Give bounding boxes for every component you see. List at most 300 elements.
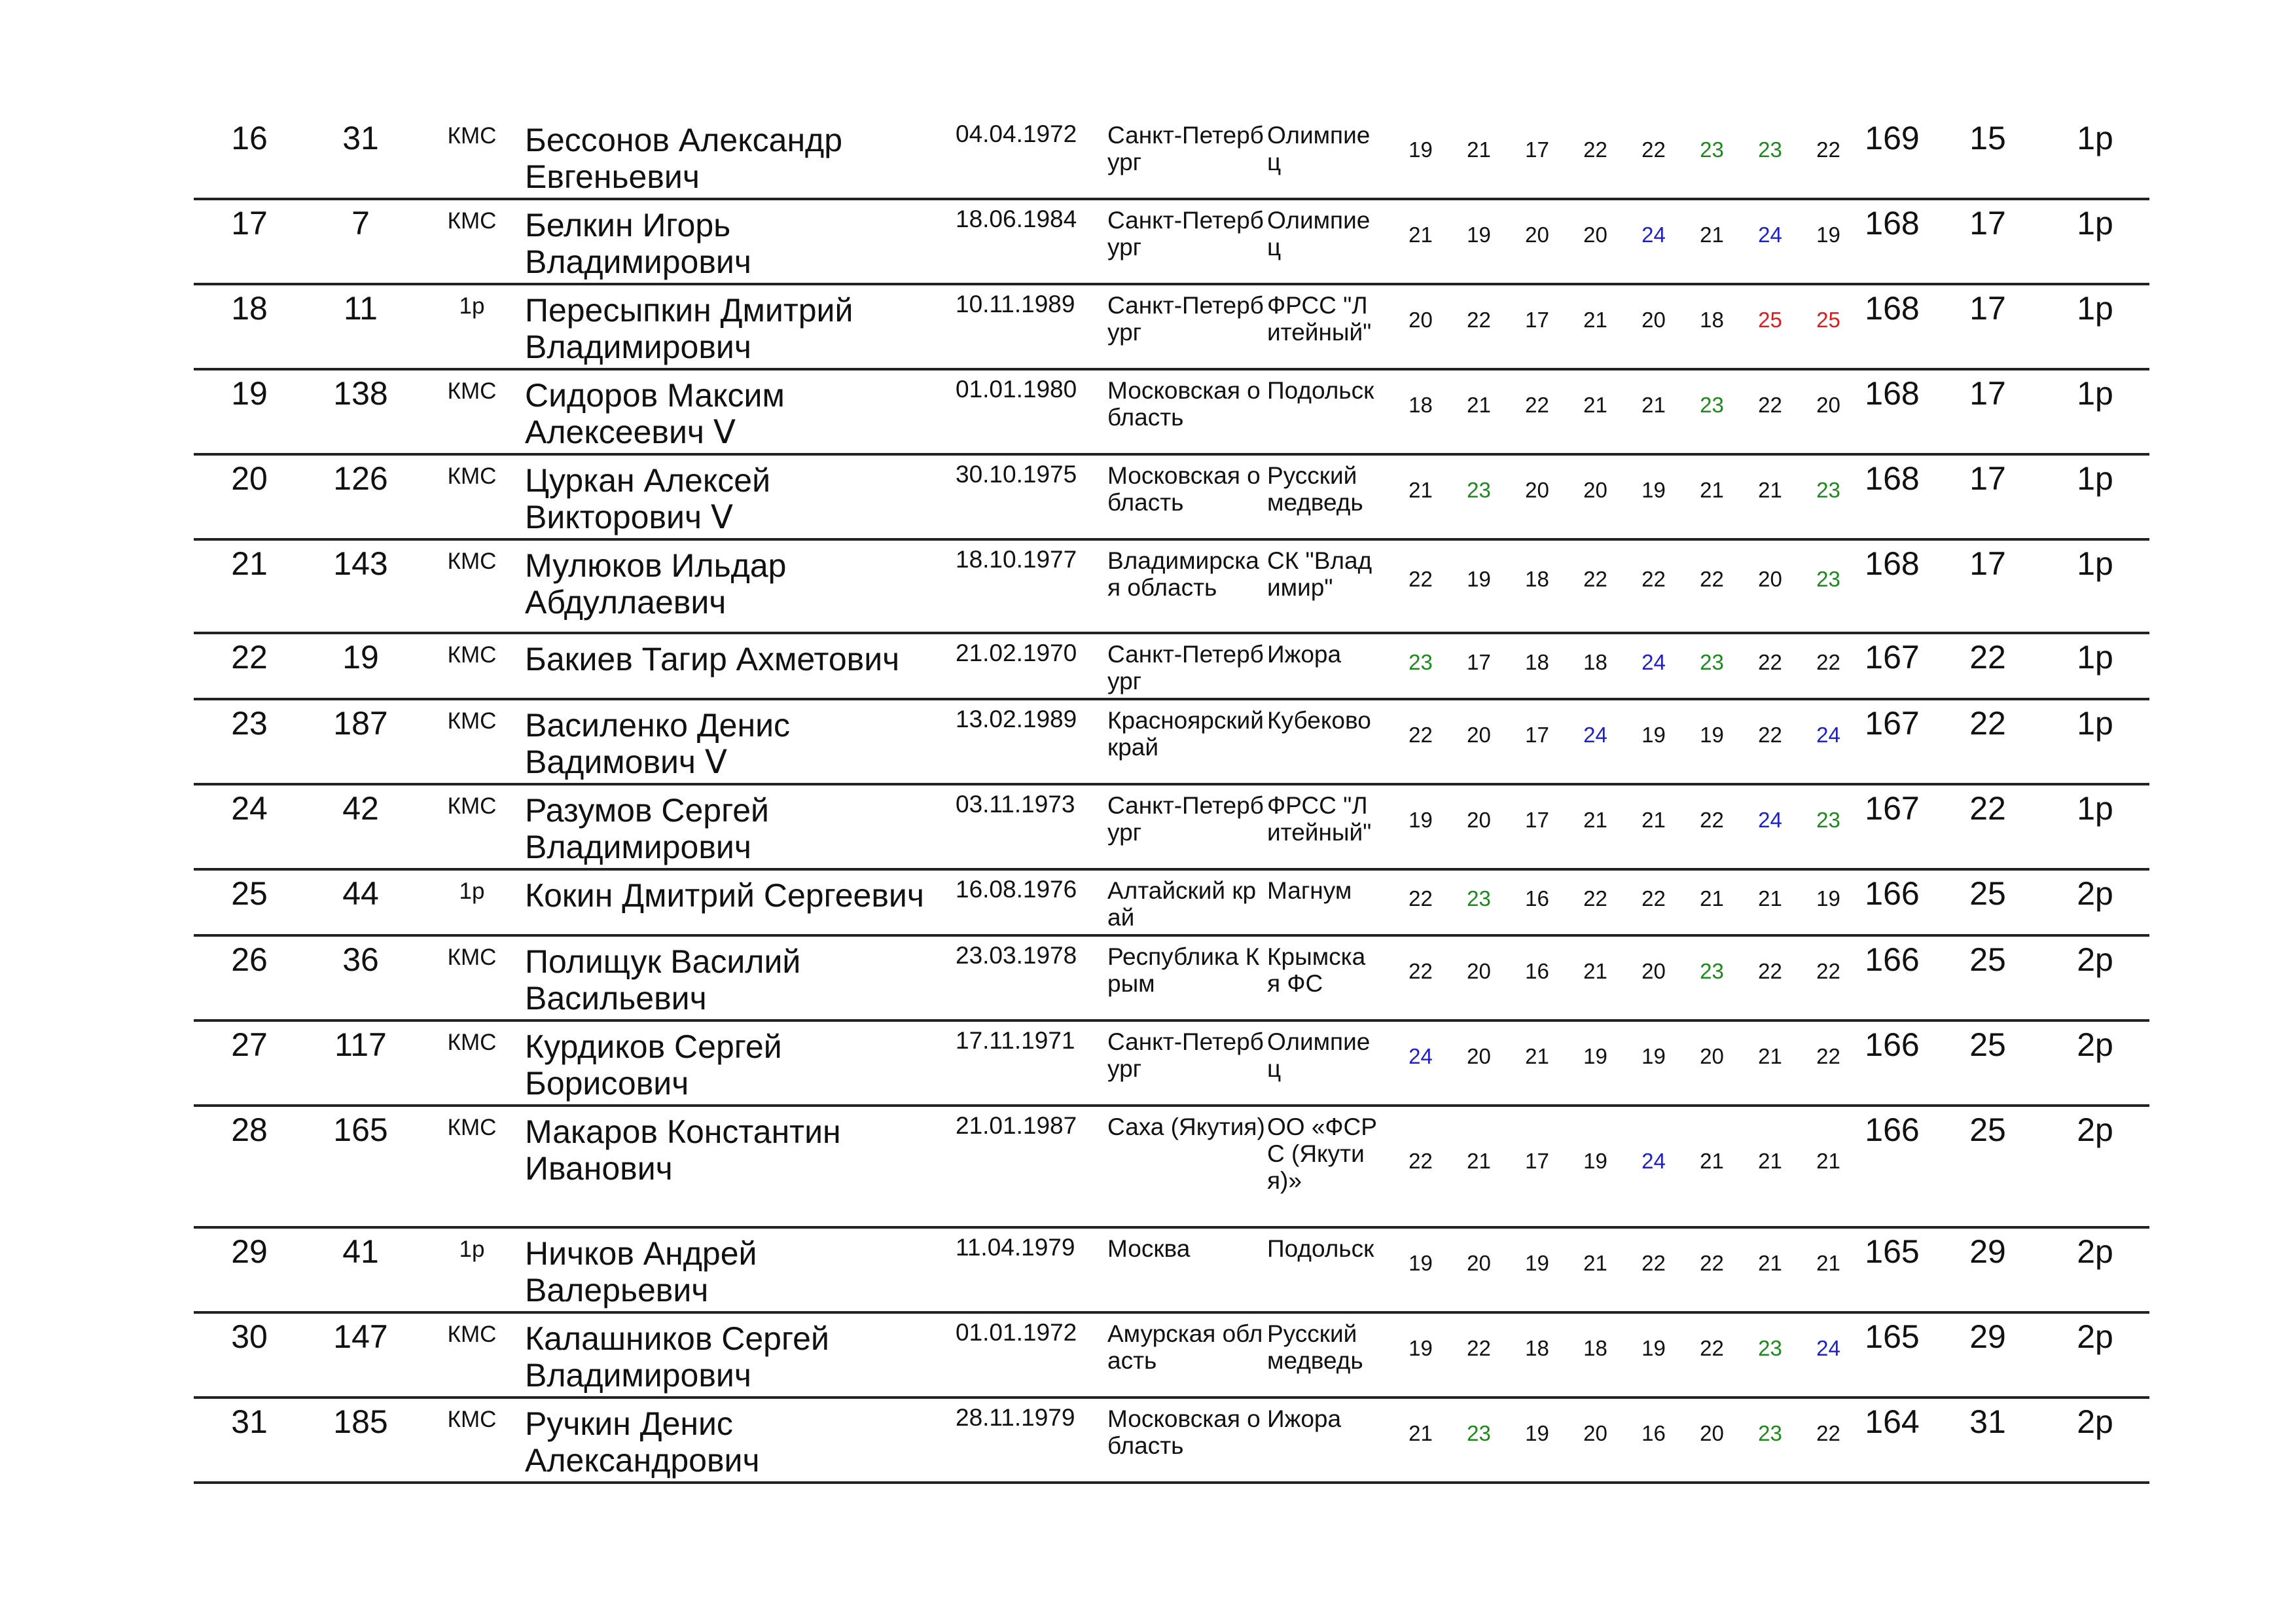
series-score-8: 22	[1816, 1421, 1840, 1445]
athlete-name-cell: Василенко Денис Вадимович ᐯ	[525, 707, 791, 780]
series-scores	[1391, 224, 1869, 245]
table-row	[194, 541, 2149, 634]
region-cell: Республика Крым	[1107, 943, 1260, 997]
series-score-1: 22	[1408, 1149, 1433, 1173]
series-score-4: 22	[1583, 886, 1607, 911]
qualification-cell: 2р	[2077, 1026, 2113, 1063]
athlete-name-cell: Мулюков Ильдар Абдуллаевич	[525, 547, 787, 621]
table-row	[194, 1229, 2149, 1314]
series-score-8: 21	[1816, 1251, 1840, 1275]
table-row	[194, 115, 2149, 200]
series-score-8: 23	[1816, 567, 1840, 591]
region-cell: Санкт-Петербург	[1107, 641, 1264, 695]
series-score-5: 19	[1641, 1336, 1666, 1360]
birth-date-cell: 17.11.1971	[956, 1027, 1075, 1054]
series-score-7: 22	[1758, 650, 1782, 674]
series-score-5: 22	[1641, 567, 1666, 591]
series-score-3: 19	[1525, 1421, 1549, 1445]
results-table	[194, 115, 2149, 1484]
total-score-cell: 167	[1865, 639, 1920, 676]
series-score-4: 19	[1583, 1044, 1607, 1068]
series-score-8: 22	[1816, 1044, 1840, 1068]
birth-date-cell: 30.10.1975	[956, 461, 1077, 488]
club-cell: Русский медведь	[1267, 462, 1363, 516]
series-score-1: 19	[1408, 1336, 1433, 1360]
series-score-3: 20	[1525, 478, 1549, 502]
series-score-7: 23	[1758, 1336, 1782, 1360]
qualification-cell: 1р	[2077, 460, 2113, 497]
place-cell: 19	[231, 375, 268, 412]
series-score-1: 21	[1408, 478, 1433, 502]
series-score-7: 21	[1758, 886, 1782, 911]
series-score-6: 23	[1700, 393, 1724, 417]
qualification-cell: 2р	[2077, 1318, 2113, 1355]
series-scores	[1391, 479, 1869, 501]
athlete-name-cell: Ручкин Денис Александрович	[525, 1405, 760, 1479]
region-cell: Амурская область	[1107, 1320, 1263, 1374]
series-score-3: 17	[1525, 308, 1549, 332]
series-score-4: 19	[1583, 1149, 1607, 1173]
series-score-2: 20	[1467, 808, 1491, 832]
series-score-6: 21	[1700, 223, 1724, 247]
series-score-1: 20	[1408, 308, 1433, 332]
series-score-5: 22	[1641, 1251, 1666, 1275]
qualification-cell: 2р	[2077, 1111, 2113, 1148]
series-score-5: 24	[1641, 650, 1666, 674]
club-cell: Подольск	[1267, 377, 1374, 404]
series-score-4: 20	[1583, 223, 1607, 247]
birth-date-cell: 18.10.1977	[956, 546, 1077, 573]
athlete-name-cell: Бессонов Александр Евгеньевич	[525, 122, 843, 195]
series-score-1: 19	[1408, 1251, 1433, 1275]
club-cell: ОО «ФСРС (Якутия)»	[1267, 1113, 1377, 1194]
series-score-7: 22	[1758, 393, 1782, 417]
series-score-5: 21	[1641, 393, 1666, 417]
points-cell: 17	[1969, 545, 2006, 582]
series-score-7: 20	[1758, 567, 1782, 591]
series-score-8: 19	[1816, 223, 1840, 247]
bib-number-cell: 19	[342, 639, 379, 676]
club-cell: Олимпиец	[1267, 1028, 1371, 1082]
series-score-3: 17	[1525, 1149, 1549, 1173]
qualification-cell: 2р	[2077, 941, 2113, 978]
table-row	[194, 871, 2149, 937]
place-cell: 26	[231, 941, 268, 978]
series-score-4: 21	[1583, 1251, 1607, 1275]
table-row	[194, 1107, 2149, 1229]
sport-rank-cell: КМС	[447, 708, 497, 734]
series-score-1: 19	[1408, 808, 1433, 832]
birth-date-cell: 01.01.1980	[956, 376, 1077, 403]
series-score-1: 24	[1408, 1044, 1433, 1068]
series-score-1: 22	[1408, 959, 1433, 983]
series-scores	[1391, 568, 1869, 590]
birth-date-cell: 21.02.1970	[956, 640, 1077, 666]
series-score-6: 21	[1700, 886, 1724, 911]
series-scores	[1391, 139, 1869, 160]
series-score-6: 18	[1700, 308, 1724, 332]
total-score-cell: 168	[1865, 290, 1920, 327]
birth-date-cell: 28.11.1979	[956, 1404, 1075, 1431]
club-cell: Олимпиец	[1267, 207, 1371, 261]
table-row	[194, 785, 2149, 871]
series-score-6: 23	[1700, 650, 1724, 674]
series-score-4: 24	[1583, 723, 1607, 747]
bib-number-cell: 36	[342, 941, 379, 978]
qualification-cell: 1р	[2077, 705, 2113, 742]
qualification-cell: 1р	[2077, 290, 2113, 327]
series-score-3: 17	[1525, 723, 1549, 747]
total-score-cell: 168	[1865, 545, 1920, 582]
series-score-2: 23	[1467, 886, 1491, 911]
series-score-1: 21	[1408, 1421, 1433, 1445]
table-row	[194, 1314, 2149, 1399]
club-cell: Олимпиец	[1267, 122, 1371, 175]
series-score-3: 21	[1525, 1044, 1549, 1068]
sport-rank-cell: КМС	[447, 463, 497, 489]
series-scores	[1391, 394, 1869, 416]
region-cell: Санкт-Петербург	[1107, 292, 1264, 346]
birth-date-cell: 03.11.1973	[956, 791, 1075, 818]
sport-rank-cell: 1р	[459, 1236, 485, 1262]
table-row	[194, 1399, 2149, 1484]
place-cell: 29	[231, 1233, 268, 1270]
series-scores	[1391, 1150, 1869, 1172]
birth-date-cell: 21.01.1987	[956, 1112, 1077, 1139]
series-score-8: 24	[1816, 723, 1840, 747]
place-cell: 27	[231, 1026, 268, 1063]
series-score-4: 21	[1583, 308, 1607, 332]
series-score-7: 21	[1758, 478, 1782, 502]
series-score-5: 19	[1641, 1044, 1666, 1068]
athlete-name-cell: Бакиев Тагир Ахметович	[525, 641, 900, 677]
series-score-6: 22	[1700, 808, 1724, 832]
points-cell: 22	[1969, 639, 2006, 676]
series-score-5: 20	[1641, 959, 1666, 983]
region-cell: Москва	[1107, 1235, 1191, 1262]
place-cell: 20	[231, 460, 268, 497]
series-score-6: 22	[1700, 1336, 1724, 1360]
points-cell: 17	[1969, 205, 2006, 242]
sport-rank-cell: КМС	[447, 208, 497, 234]
series-score-8: 21	[1816, 1149, 1840, 1173]
series-scores	[1391, 888, 1869, 909]
points-cell: 17	[1969, 375, 2006, 412]
points-cell: 17	[1969, 460, 2006, 497]
club-cell: ФРСС "Литейный"	[1267, 792, 1372, 846]
total-score-cell: 168	[1865, 375, 1920, 412]
series-score-5: 19	[1641, 723, 1666, 747]
bib-number-cell: 185	[333, 1403, 388, 1440]
place-cell: 16	[231, 120, 268, 156]
region-cell: Московская область	[1107, 1405, 1261, 1459]
points-cell: 15	[1969, 120, 2006, 156]
points-cell: 25	[1969, 875, 2006, 912]
place-cell: 18	[231, 290, 268, 327]
region-cell: Санкт-Петербург	[1107, 1028, 1264, 1082]
sport-rank-cell: КМС	[447, 123, 497, 149]
points-cell: 22	[1969, 790, 2006, 827]
place-cell: 21	[231, 545, 268, 582]
series-score-5: 20	[1641, 308, 1666, 332]
series-score-4: 21	[1583, 959, 1607, 983]
sport-rank-cell: КМС	[447, 1407, 497, 1432]
series-score-2: 21	[1467, 1149, 1491, 1173]
athlete-name-cell: Калашников Сергей Владимирович	[525, 1320, 829, 1394]
series-score-5: 21	[1641, 808, 1666, 832]
athlete-name-cell: Ничков Андрей Валерьевич	[525, 1235, 757, 1308]
points-cell: 25	[1969, 1026, 2006, 1063]
total-score-cell: 166	[1865, 1026, 1920, 1063]
series-scores	[1391, 651, 1869, 673]
series-score-4: 20	[1583, 478, 1607, 502]
sport-rank-cell: КМС	[447, 793, 497, 819]
sport-rank-cell: КМС	[447, 378, 497, 404]
sport-rank-cell: КМС	[447, 945, 497, 970]
series-score-2: 22	[1467, 308, 1491, 332]
bib-number-cell: 11	[344, 290, 378, 327]
birth-date-cell: 13.02.1989	[956, 706, 1077, 732]
series-score-8: 24	[1816, 1336, 1840, 1360]
series-score-3: 16	[1525, 959, 1549, 983]
region-cell: Владимирская область	[1107, 547, 1259, 601]
region-cell: Московская область	[1107, 462, 1261, 516]
bib-number-cell: 143	[333, 545, 388, 582]
place-cell: 25	[231, 875, 268, 912]
club-cell: Ижора	[1267, 641, 1342, 668]
series-score-2: 21	[1467, 137, 1491, 162]
series-scores	[1391, 309, 1869, 331]
series-score-2: 20	[1467, 959, 1491, 983]
place-cell: 17	[231, 205, 268, 242]
club-cell: Подольск	[1267, 1235, 1374, 1262]
series-score-2: 21	[1467, 393, 1491, 417]
points-cell: 25	[1969, 941, 2006, 978]
series-score-8: 22	[1816, 650, 1840, 674]
series-score-4: 18	[1583, 650, 1607, 674]
sport-rank-cell: КМС	[447, 642, 497, 668]
series-score-6: 20	[1700, 1421, 1724, 1445]
series-score-5: 22	[1641, 137, 1666, 162]
points-cell: 25	[1969, 1111, 2006, 1148]
series-score-2: 19	[1467, 223, 1491, 247]
athlete-name-cell: Курдиков Сергей Борисович	[525, 1028, 782, 1102]
bib-number-cell: 138	[333, 375, 388, 412]
series-score-6: 20	[1700, 1044, 1724, 1068]
region-cell: Санкт-Петербург	[1107, 122, 1264, 175]
athlete-name-cell: Пересыпкин Дмитрий Владимирович	[525, 292, 853, 365]
series-score-8: 22	[1816, 137, 1840, 162]
series-score-7: 25	[1758, 308, 1782, 332]
series-score-4: 21	[1583, 393, 1607, 417]
series-score-3: 18	[1525, 1336, 1549, 1360]
series-score-1: 21	[1408, 223, 1433, 247]
place-cell: 28	[231, 1111, 268, 1148]
qualification-cell: 1р	[2077, 120, 2113, 156]
place-cell: 31	[231, 1403, 268, 1440]
birth-date-cell: 01.01.1972	[956, 1319, 1077, 1346]
series-score-6: 19	[1700, 723, 1724, 747]
total-score-cell: 164	[1865, 1403, 1920, 1440]
table-row	[194, 370, 2149, 456]
total-score-cell: 165	[1865, 1233, 1920, 1270]
bib-number-cell: 187	[333, 705, 388, 742]
bib-number-cell: 31	[342, 120, 379, 156]
series-score-8: 23	[1816, 808, 1840, 832]
total-score-cell: 166	[1865, 1111, 1920, 1148]
table-row	[194, 937, 2149, 1022]
place-cell: 30	[231, 1318, 268, 1355]
series-score-1: 22	[1408, 723, 1433, 747]
series-score-1: 18	[1408, 393, 1433, 417]
sport-rank-cell: КМС	[447, 1030, 497, 1055]
series-score-1: 23	[1408, 650, 1433, 674]
series-scores	[1391, 809, 1869, 831]
place-cell: 23	[231, 705, 268, 742]
series-score-4: 21	[1583, 808, 1607, 832]
series-score-6: 22	[1700, 567, 1724, 591]
club-cell: Русский медведь	[1267, 1320, 1363, 1374]
table-row	[194, 700, 2149, 785]
region-cell: Алтайский край	[1107, 877, 1257, 931]
series-scores	[1391, 1422, 1869, 1444]
total-score-cell: 166	[1865, 941, 1920, 978]
sport-rank-cell: КМС	[447, 1322, 497, 1347]
qualification-cell: 1р	[2077, 205, 2113, 242]
series-score-7: 21	[1758, 1044, 1782, 1068]
series-score-2: 23	[1467, 1421, 1491, 1445]
series-score-7: 24	[1758, 808, 1782, 832]
series-score-8: 20	[1816, 393, 1840, 417]
sport-rank-cell: 1р	[459, 293, 485, 319]
series-score-6: 22	[1700, 1251, 1724, 1275]
bib-number-cell: 44	[342, 875, 379, 912]
qualification-cell: 1р	[2077, 790, 2113, 827]
series-scores	[1391, 1252, 1869, 1274]
series-score-6: 21	[1700, 1149, 1724, 1173]
birth-date-cell: 10.11.1989	[956, 291, 1075, 317]
series-scores	[1391, 1045, 1869, 1067]
series-scores	[1391, 960, 1869, 982]
series-score-5: 24	[1641, 223, 1666, 247]
athlete-name-cell: Разумов Сергей Владимирович	[525, 792, 769, 865]
series-score-5: 19	[1641, 478, 1666, 502]
series-score-2: 19	[1467, 567, 1491, 591]
series-score-8: 22	[1816, 959, 1840, 983]
series-score-4: 18	[1583, 1336, 1607, 1360]
athlete-name-cell: Белкин Игорь Владимирович	[525, 207, 751, 280]
table-row	[194, 285, 2149, 370]
series-score-2: 17	[1467, 650, 1491, 674]
series-score-1: 22	[1408, 886, 1433, 911]
athlete-name-cell: Полищук Василий Васильевич	[525, 943, 801, 1017]
region-cell: Красноярский край	[1107, 707, 1264, 761]
series-scores	[1391, 724, 1869, 746]
sport-rank-cell: КМС	[447, 549, 497, 574]
club-cell: Крымская ФС	[1267, 943, 1366, 997]
series-score-2: 23	[1467, 478, 1491, 502]
series-score-7: 22	[1758, 723, 1782, 747]
series-scores	[1391, 1337, 1869, 1359]
series-score-6: 21	[1700, 478, 1724, 502]
club-cell: СК "Владимир"	[1267, 547, 1372, 601]
table-row	[194, 456, 2149, 541]
athlete-name-cell: Макаров Константин Иванович	[525, 1113, 841, 1187]
series-score-8: 23	[1816, 478, 1840, 502]
series-score-3: 17	[1525, 137, 1549, 162]
table-row	[194, 1022, 2149, 1107]
table-row	[194, 200, 2149, 285]
athlete-name-cell: Сидоров Максим Алексеевич ᐯ	[525, 377, 785, 450]
athlete-name-cell: Кокин Дмитрий Сергеевич	[525, 877, 924, 914]
qualification-cell: 2р	[2077, 875, 2113, 912]
total-score-cell: 166	[1865, 875, 1920, 912]
bib-number-cell: 147	[333, 1318, 388, 1355]
series-score-6: 23	[1700, 137, 1724, 162]
total-score-cell: 168	[1865, 205, 1920, 242]
region-cell: Саха (Якутия)	[1107, 1113, 1265, 1140]
series-score-3: 16	[1525, 886, 1549, 911]
series-score-4: 22	[1583, 137, 1607, 162]
birth-date-cell: 04.04.1972	[956, 120, 1077, 147]
series-score-7: 23	[1758, 137, 1782, 162]
series-score-5: 16	[1641, 1421, 1666, 1445]
club-cell: Магнум	[1267, 877, 1352, 904]
series-score-8: 19	[1816, 886, 1840, 911]
series-score-8: 25	[1816, 308, 1840, 332]
series-score-3: 18	[1525, 650, 1549, 674]
place-cell: 24	[231, 790, 268, 827]
club-cell: Ижора	[1267, 1405, 1342, 1432]
region-cell: Московская область	[1107, 377, 1261, 431]
birth-date-cell: 18.06.1984	[956, 206, 1077, 232]
series-score-7: 21	[1758, 1251, 1782, 1275]
series-score-4: 22	[1583, 567, 1607, 591]
total-score-cell: 169	[1865, 120, 1920, 156]
points-cell: 31	[1969, 1403, 2006, 1440]
points-cell: 29	[1969, 1318, 2006, 1355]
series-score-3: 17	[1525, 808, 1549, 832]
points-cell: 17	[1969, 290, 2006, 327]
series-score-7: 21	[1758, 1149, 1782, 1173]
total-score-cell: 165	[1865, 1318, 1920, 1355]
series-score-2: 20	[1467, 723, 1491, 747]
series-score-2: 22	[1467, 1336, 1491, 1360]
qualification-cell: 2р	[2077, 1403, 2113, 1440]
qualification-cell: 2р	[2077, 1233, 2113, 1270]
total-score-cell: 168	[1865, 460, 1920, 497]
sport-rank-cell: 1р	[459, 878, 485, 904]
series-score-7: 24	[1758, 223, 1782, 247]
club-cell: ФРСС "Литейный"	[1267, 292, 1372, 346]
points-cell: 29	[1969, 1233, 2006, 1270]
bib-number-cell: 41	[342, 1233, 379, 1270]
series-score-2: 20	[1467, 1251, 1491, 1275]
birth-date-cell: 16.08.1976	[956, 876, 1077, 903]
club-cell: Кубеково	[1267, 707, 1371, 734]
bib-number-cell: 117	[334, 1026, 387, 1063]
bib-number-cell: 42	[342, 790, 379, 827]
birth-date-cell: 11.04.1979	[956, 1234, 1075, 1261]
series-score-1: 19	[1408, 137, 1433, 162]
series-score-2: 20	[1467, 1044, 1491, 1068]
series-score-5: 24	[1641, 1149, 1666, 1173]
bib-number-cell: 126	[333, 460, 388, 497]
qualification-cell: 1р	[2077, 545, 2113, 582]
total-score-cell: 167	[1865, 790, 1920, 827]
series-score-5: 22	[1641, 886, 1666, 911]
athlete-name-cell: Цуркан Алексей Викторович ᐯ	[525, 462, 771, 535]
